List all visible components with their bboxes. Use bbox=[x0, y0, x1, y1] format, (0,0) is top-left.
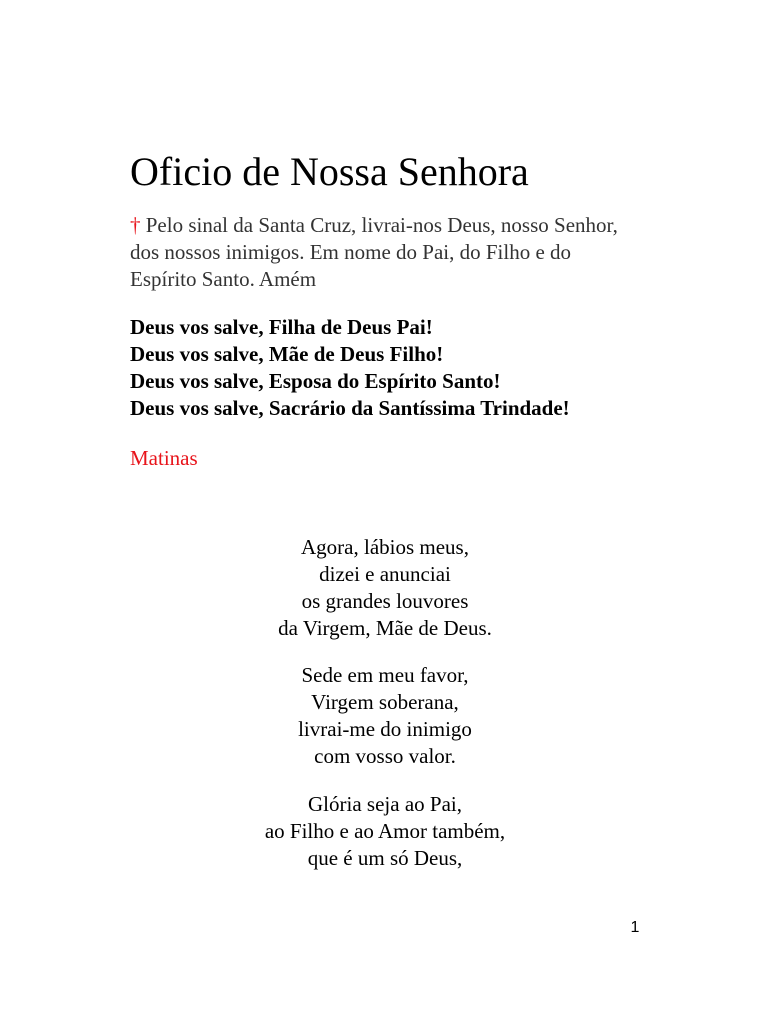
verse-line: dizei e anunciai bbox=[319, 562, 451, 586]
intro-paragraph bbox=[130, 212, 640, 293]
stanza bbox=[130, 534, 640, 642]
section-heading: Matinas bbox=[130, 446, 198, 470]
verse-line: da Virgem, Mãe de Deus. bbox=[278, 616, 492, 640]
intro-text: Pelo sinal da Santa Cruz, livrai-nos Deus, nosso Senhor, dos nossos inimigos. Em nome do Pai, do Filho e do Espírito Santo. Amém bbox=[130, 213, 618, 291]
page-number: 1 bbox=[630, 919, 640, 936]
verse-line: Agora, lábios meus, bbox=[301, 535, 469, 559]
verse-line: com vosso valor. bbox=[314, 744, 456, 768]
verse-line: livrai-me do inimigo bbox=[298, 717, 472, 741]
salutation-line: Deus vos salve, Filha de Deus Pai! bbox=[130, 315, 433, 339]
verse-line: os grandes louvores bbox=[301, 589, 469, 613]
verse-line: Glória seja ao Pai, bbox=[308, 792, 462, 816]
cross-icon: † bbox=[130, 213, 141, 237]
salutation-line: Deus vos salve, Esposa do Espírito Santo! bbox=[130, 369, 501, 393]
salutation-line: Deus vos salve, Sacrário da Santíssima Trindade! bbox=[130, 396, 570, 420]
salutation-line: Deus vos salve, Mãe de Deus Filho! bbox=[130, 342, 444, 366]
salutation-block bbox=[130, 314, 640, 422]
stanza bbox=[130, 662, 640, 770]
verse-line: ao Filho e ao Amor também, bbox=[264, 819, 506, 843]
verse-line: Sede em meu favor, bbox=[301, 663, 469, 687]
verse-line: que é um só Deus, bbox=[307, 846, 463, 870]
document-content bbox=[130, 148, 640, 472]
stanza bbox=[130, 791, 640, 872]
verse-line: Virgem soberana, bbox=[311, 690, 459, 714]
page-title: Oficio de Nossa Senhora bbox=[130, 149, 529, 194]
